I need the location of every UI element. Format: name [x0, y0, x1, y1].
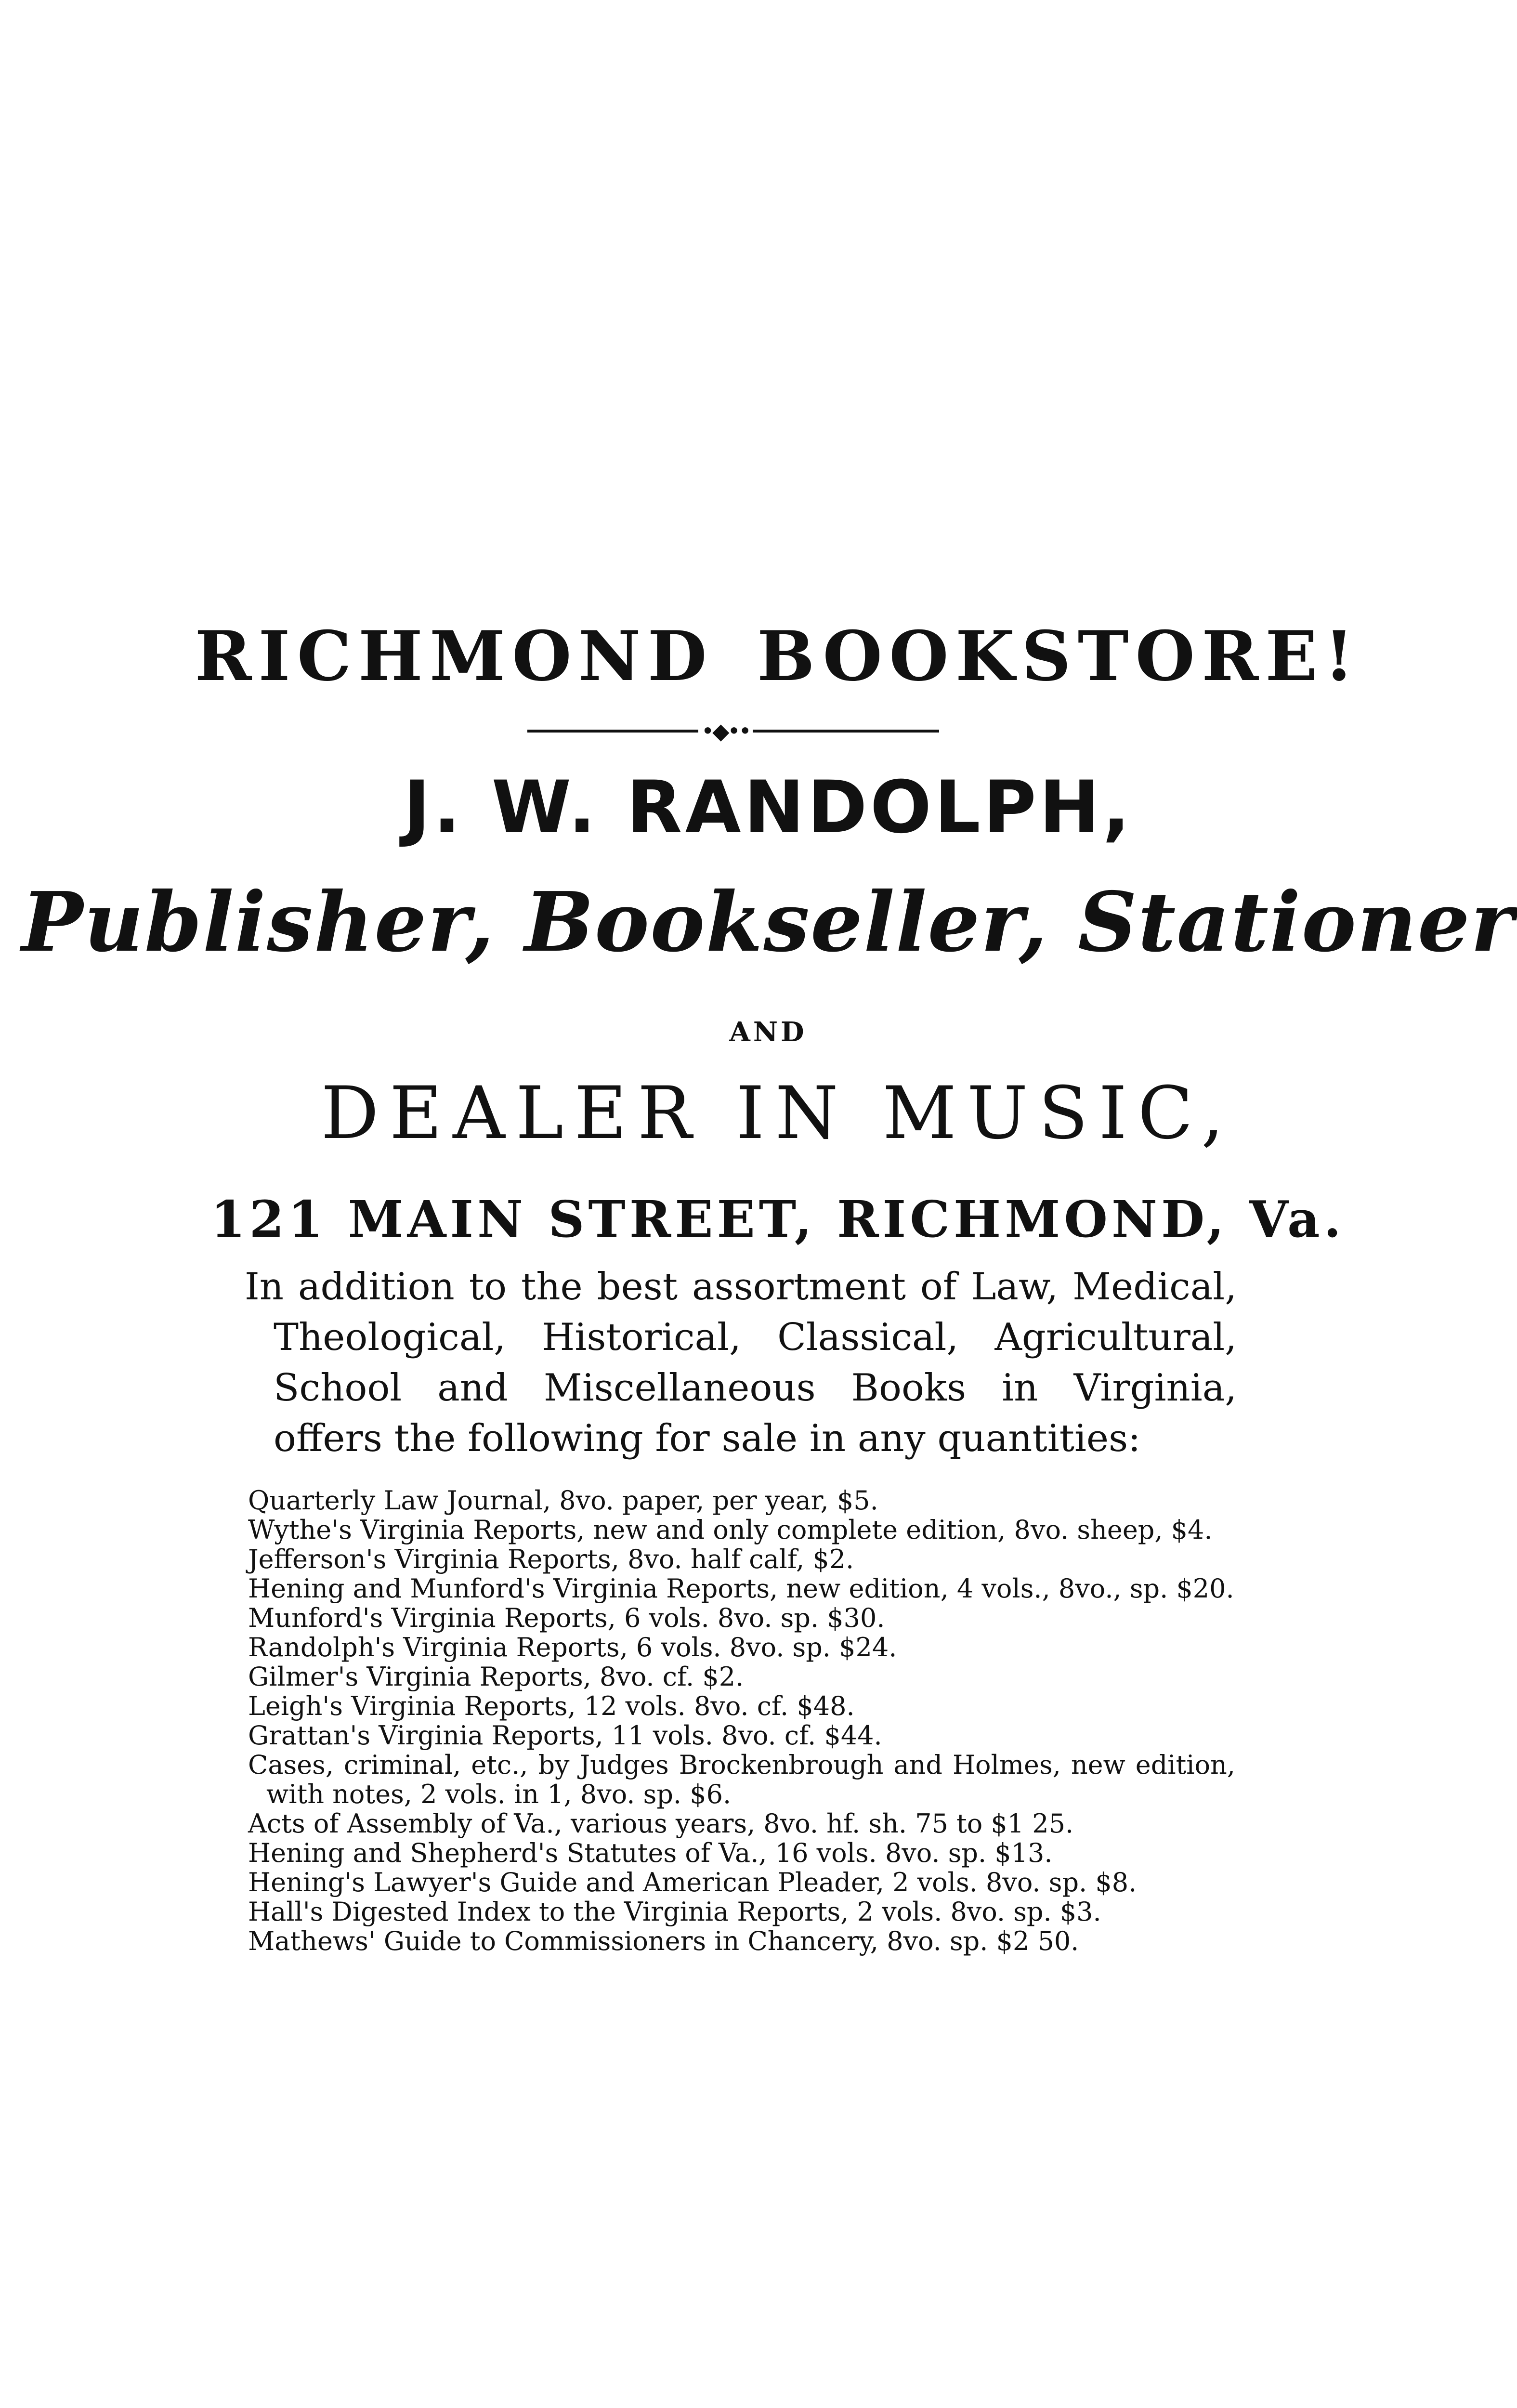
catalog-item: Jefferson's Virginia Reports, 8vo. half calf, $2.	[248, 1544, 854, 1574]
intro-paragraph: In addition to the best assortment of Law, Medical, Theological, Historical, Classical, Agricultural, School and Miscellaneous Books in Virginia, offers the following for sale in any quantities:	[245, 1265, 1237, 1460]
catalog-item: Grattan's Virginia Reports, 11 vols. 8vo. cf. $44.	[248, 1720, 882, 1751]
rule-ornament: •◆••	[698, 720, 753, 742]
catalog-item: Munford's Virginia Reports, 6 vols. 8vo. sp. $30.	[248, 1603, 885, 1633]
dealer-line: DEALER IN MUSIC,	[321, 1072, 1235, 1155]
conjunction-and: AND	[729, 1016, 807, 1048]
catalog-item: Gilmer's Virginia Reports, 8vo. cf. $2.	[248, 1662, 744, 1692]
proprietor-name: J. W. RANDOLPH,	[403, 766, 1133, 850]
store-title-word-1: RICHMOND	[195, 616, 714, 696]
catalog-item: Randolph's Virginia Reports, 6 vols. 8vo. sp. $24.	[248, 1632, 897, 1662]
catalog-item: Wythe's Virginia Reports, new and only complete edition, 8vo. sheep, $4.	[248, 1515, 1213, 1545]
catalog-item: Hening and Munford's Virginia Reports, new edition, 4 vols., 8vo., sp. $20.	[248, 1573, 1234, 1604]
catalog-item: Acts of Assembly of Va., various years, 8vo. hf. sh. 75 to $1 25.	[248, 1808, 1074, 1839]
street-address: 121 MAIN STREET, RICHMOND, Va.	[210, 1190, 1345, 1249]
catalog-item: Cases, criminal, etc., by Judges Brockenbrough and Holmes, new edition, with notes, 2 vols. in 1, 8vo. sp. $6.	[248, 1750, 1235, 1809]
catalog-item: Leigh's Virginia Reports, 12 vols. 8vo. cf. $48.	[248, 1691, 855, 1721]
occupations-line: Publisher, Bookseller, Stationer	[21, 874, 1515, 970]
catalog-item: Hall's Digested Index to the Virginia Reports, 2 vols. 8vo. sp. $3.	[248, 1897, 1101, 1927]
catalog-item: Hening's Lawyer's Guide and American Pleader, 2 vols. 8vo. sp. $8.	[248, 1867, 1137, 1898]
store-title-word-2: BOOKSTORE!	[757, 616, 1361, 696]
catalog-item: Hening and Shepherd's Statutes of Va., 16 vols. 8vo. sp. $13.	[248, 1838, 1053, 1868]
catalog-list	[248, 1486, 1235, 1956]
store-title	[19, 616, 1517, 696]
catalog-item: Mathews' Guide to Commissioners in Chancery, 8vo. sp. $2 50.	[248, 1926, 1079, 1956]
catalog-item: Quarterly Law Journal, 8vo. paper, per year, $5.	[248, 1485, 878, 1516]
